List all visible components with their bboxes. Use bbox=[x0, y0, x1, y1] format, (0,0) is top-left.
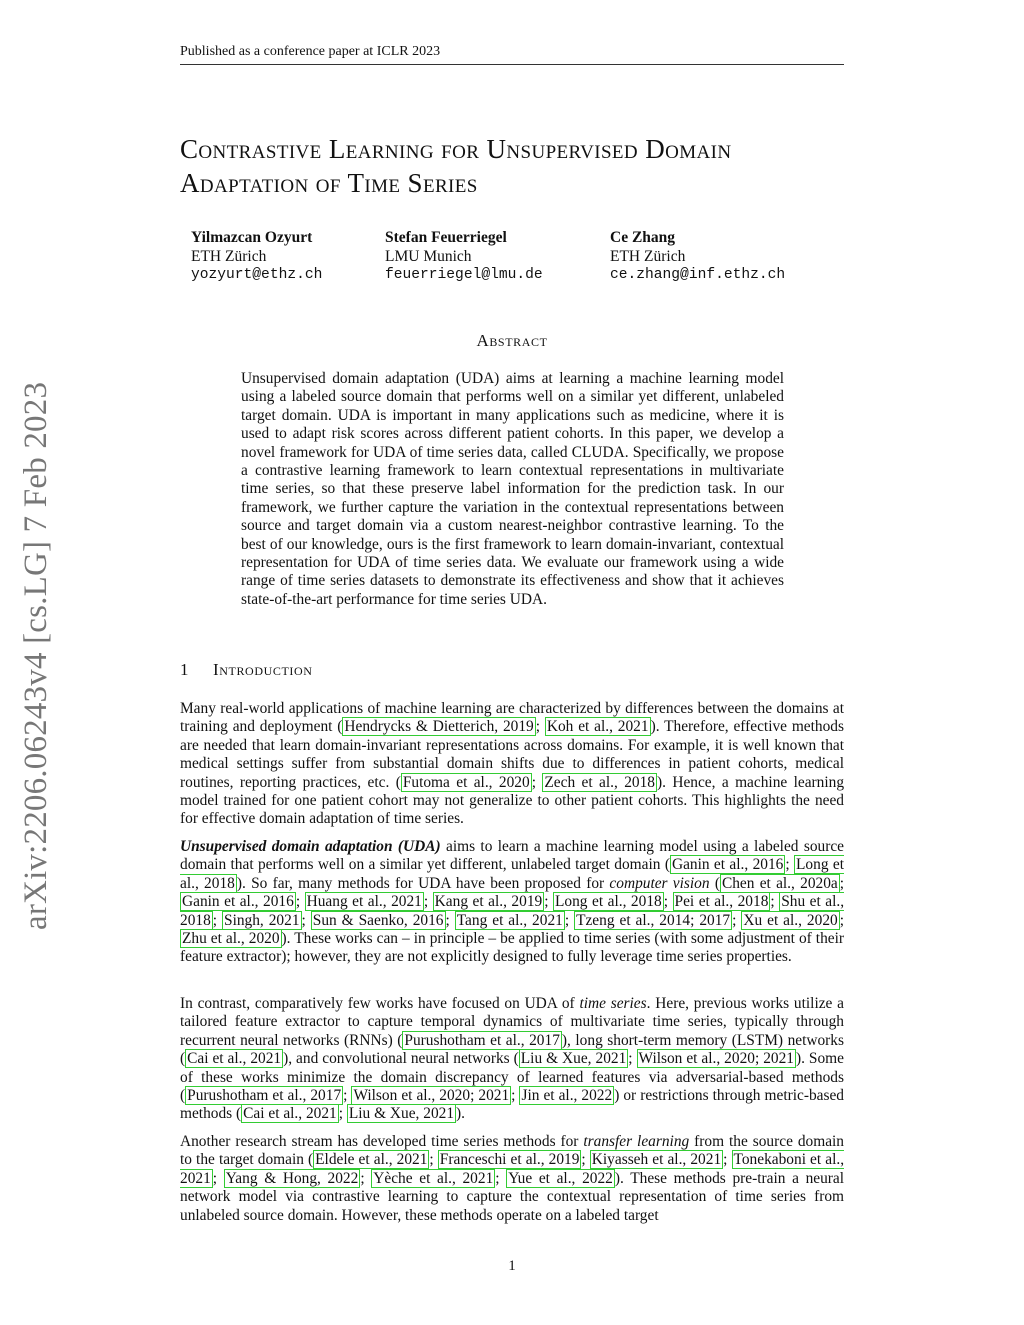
text: ). Hence, a machine learning model trained for one patient cohort may not generalize to other patient cohorts. This highlights the need for effective domain adaptation of time series. bbox=[180, 773, 845, 828]
citation-link[interactable]: Wilson et al., 2020; 2021 bbox=[353, 1087, 510, 1105]
author-affiliation: ETH Zürich bbox=[610, 248, 686, 265]
citation-link[interactable]: Long et al., 2018 bbox=[180, 856, 844, 892]
intro-paragraph-4 bbox=[180, 1133, 844, 1225]
citation-link[interactable]: Long et al., 2018 bbox=[555, 893, 662, 911]
text: . Here, previous works utilize a tailored feature extractor to capture temporal dynamics of multivariate time series, typically through recurrent neural networks (RNNs) ( bbox=[180, 995, 844, 1049]
text: ; bbox=[295, 893, 305, 911]
section-heading-introduction bbox=[180, 660, 313, 680]
text: ; bbox=[531, 773, 543, 791]
text: ). These works can – in principle – be applied to time series (with some adjustment of their feature extractor); however, they are not explicitly designed to fully leverage time series properties. bbox=[180, 930, 844, 966]
citation-link[interactable]: Sun & Saenko, 2016 bbox=[312, 911, 444, 929]
text: ; bbox=[212, 1169, 224, 1187]
text: Another research stream has developed time series methods for bbox=[180, 1133, 584, 1150]
text: aims to learn a machine learning model using a labeled source domain that performs well on a similar yet different, unlabeled target domain ( bbox=[180, 838, 845, 874]
citation-link[interactable]: Singh, 2021 bbox=[224, 911, 300, 929]
text: ; bbox=[535, 718, 545, 736]
citation-link[interactable]: Shu et al., 2018 bbox=[180, 893, 845, 929]
text: ; bbox=[338, 1105, 347, 1123]
citation-link[interactable]: Kiyasseh et al., 2021 bbox=[591, 1151, 722, 1169]
author-affiliation: LMU Munich bbox=[385, 248, 472, 265]
page-number: 1 bbox=[508, 1258, 516, 1274]
citation-link[interactable]: Tang et al., 2021 bbox=[456, 911, 563, 929]
citation-link[interactable]: Tzeng et al., 2014; 2017 bbox=[576, 911, 731, 929]
citation-link[interactable]: Zech et al., 2018 bbox=[544, 773, 655, 791]
text: In contrast, comparatively few works have focused on UDA of bbox=[180, 995, 580, 1012]
text: ; bbox=[301, 911, 311, 929]
author-2 bbox=[385, 228, 543, 285]
author-email[interactable]: yozyurt@ethz.ch bbox=[191, 267, 323, 283]
text: ; bbox=[511, 1087, 520, 1105]
citation-link[interactable]: Purushotham et al., 2017 bbox=[404, 1031, 560, 1049]
text: ), long short-term memory (LSTM) networks ( bbox=[180, 1031, 844, 1068]
text: ; bbox=[212, 911, 223, 929]
author-3 bbox=[610, 228, 785, 285]
text: ; bbox=[360, 1169, 372, 1187]
text: ; bbox=[581, 1151, 590, 1169]
running-header: Published as a conference paper at ICLR 2023 bbox=[180, 44, 844, 65]
text: ; bbox=[343, 1087, 352, 1105]
citation-link[interactable]: Yue et al., 2022 bbox=[508, 1169, 613, 1187]
citation-link[interactable]: Chen et al., 2020a bbox=[721, 874, 838, 892]
text: ; bbox=[732, 911, 742, 929]
citation-link[interactable]: Tonekaboni et al., 2021 bbox=[180, 1151, 845, 1187]
intro-paragraph-3 bbox=[180, 995, 844, 1124]
text: ; bbox=[628, 1050, 637, 1068]
citation-link[interactable]: Ganin et al., 2016 bbox=[182, 893, 294, 911]
text: ; bbox=[429, 1151, 438, 1169]
text: ). bbox=[456, 1105, 466, 1123]
text: ; bbox=[839, 911, 844, 929]
emphasis-term: transfer learning bbox=[583, 1133, 690, 1150]
citation-link[interactable]: Eldele et al., 2021 bbox=[315, 1151, 428, 1169]
author-email[interactable]: feuerriegel@lmu.de bbox=[385, 267, 543, 283]
emphasis-term: Unsupervised domain adaptation (UDA) bbox=[180, 838, 441, 855]
citation-link[interactable]: Yèche et al., 2021 bbox=[373, 1169, 494, 1187]
text: ). These methods pre-train a neural network model via contrastive learning to capture the contextual representation of time series from unlabeled source domain. However, these methods operate on a labeled target bbox=[180, 1169, 845, 1224]
citation-link[interactable]: Hendrycks & Dietterich, 2019 bbox=[344, 718, 534, 736]
section-number: 1 bbox=[180, 660, 190, 679]
citation-link[interactable]: Pei et al., 2018 bbox=[674, 893, 769, 911]
text: ; bbox=[445, 911, 455, 929]
citation-link[interactable]: Zhu et al., 2020 bbox=[182, 930, 280, 948]
intro-paragraph-1 bbox=[180, 700, 844, 829]
citation-link[interactable]: Kang et al., 2019 bbox=[434, 893, 543, 911]
text: ). Some of these works minimize the domain discrepancy of learned features via adversarial-based methods ( bbox=[180, 1050, 844, 1105]
text: ). Therefore, effective methods are needed that learn domain-invariant representations across domains. For example, it is well known that medical settings suffer from substantial domain shifts due to differences in patient cohorts, medical routines, reporting practices, etc. ( bbox=[180, 718, 844, 791]
citation-link[interactable]: Cai et al., 2021 bbox=[243, 1105, 337, 1123]
citation-link[interactable]: Purushotham et al., 2017 bbox=[187, 1087, 342, 1105]
text: ). So far, many methods for UDA have been proposed for bbox=[236, 874, 610, 892]
text: ; bbox=[663, 893, 673, 911]
author-name: Ce Zhang bbox=[610, 229, 676, 246]
emphasis-term: time series bbox=[579, 995, 647, 1012]
text: ; bbox=[839, 874, 845, 892]
citation-link[interactable]: Futoma et al., 2020 bbox=[402, 773, 530, 791]
text: ) or restrictions through metric-based methods ( bbox=[180, 1087, 844, 1123]
text: ; bbox=[770, 893, 780, 911]
text: ; bbox=[564, 911, 575, 929]
citation-link[interactable]: Koh et al., 2021 bbox=[546, 718, 649, 736]
author-email[interactable]: ce.zhang@inf.ethz.ch bbox=[610, 267, 786, 283]
citation-link[interactable]: Yang & Hong, 2022 bbox=[225, 1169, 359, 1187]
text: ), and convolutional neural networks ( bbox=[283, 1050, 519, 1068]
text: from the source domain to the target domain ( bbox=[180, 1133, 845, 1169]
citation-link[interactable]: Xu et al., 2020 bbox=[743, 911, 838, 929]
citation-link[interactable]: Jin et al., 2022 bbox=[521, 1087, 613, 1105]
text: ; bbox=[495, 1169, 507, 1187]
emphasis-term: computer vision bbox=[609, 874, 710, 892]
author-name: Yilmazcan Ozyurt bbox=[191, 229, 313, 246]
text: ; bbox=[785, 856, 795, 874]
text: ; bbox=[723, 1151, 732, 1169]
text: ; bbox=[423, 893, 433, 911]
text: Many real-world applications of machine learning are characterized by differences between the domains at training and deployment ( bbox=[180, 700, 844, 736]
intro-paragraph-2 bbox=[180, 838, 844, 967]
author-name: Stefan Feuerriegel bbox=[385, 229, 507, 246]
abstract-heading: Abstract bbox=[476, 331, 548, 350]
section-title: Introduction bbox=[213, 660, 313, 679]
citation-link[interactable]: Ganin et al., 2016 bbox=[671, 856, 784, 874]
citation-link[interactable]: Huang et al., 2021 bbox=[306, 893, 422, 911]
paper-title: Contrastive Learning for Unsupervised Domain Adaptation of Time Series bbox=[180, 134, 732, 198]
author-affiliation: ETH Zürich bbox=[191, 248, 267, 265]
citation-link[interactable]: Liu & Xue, 2021 bbox=[348, 1105, 455, 1123]
author-1 bbox=[191, 228, 322, 285]
citation-link[interactable]: Wilson et al., 2020; 2021 bbox=[638, 1050, 794, 1068]
text: ; bbox=[544, 893, 554, 911]
citation-link[interactable]: Franceschi et al., 2019 bbox=[439, 1151, 580, 1169]
text: ( bbox=[709, 874, 720, 892]
arxiv-identifier[interactable]: arXiv:2206.06243v4 [cs.LG] 7 Feb 2023 bbox=[18, 381, 54, 930]
citation-link[interactable]: Liu & Xue, 2021 bbox=[520, 1050, 627, 1068]
abstract-text: Unsupervised domain adaptation (UDA) aims at learning a machine learning model using a labeled source domain that performs well on a similar yet different, unlabeled target domain. UDA is important in many applications such as medicine, where it is used to adapt risk scores across different patient cohorts. In this paper, we develop a novel framework for UDA of time series data, called CLUDA. Specifically, we propose a contrastive learning framework to learn contextual representations in multivariate time series, so that these preserve label information for the prediction task. In our framework, we further capture the variation in the contextual representations between source and target domain via a custom nearest-neighbor contrastive learning. To the best of our knowledge, ours is the first framework to learn domain-invariant, contextual representation for UDA of time series data. We evaluate our framework using a wide range of time series datasets to demonstrate its effectiveness and show that it achieves state-of-the-art performance for time series UDA. bbox=[241, 370, 784, 608]
citation-link[interactable]: Cai et al., 2021 bbox=[187, 1050, 282, 1068]
